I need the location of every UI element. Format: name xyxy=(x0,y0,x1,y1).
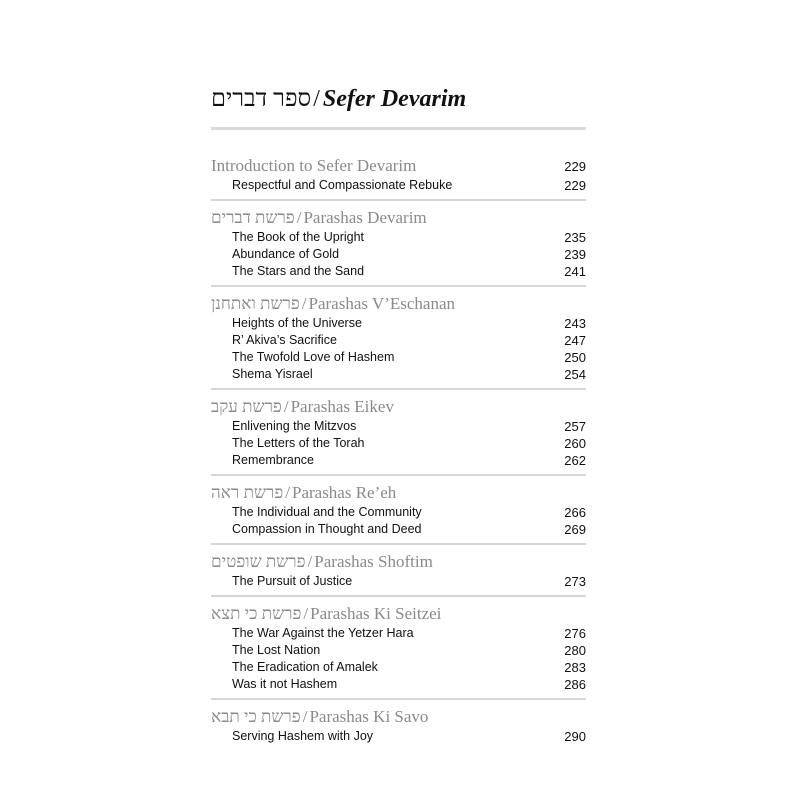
entry-page-number: 229 xyxy=(564,178,586,193)
entry-page-number: 260 xyxy=(564,436,586,451)
section-heading[interactable] xyxy=(211,207,586,229)
section-heading-title xyxy=(211,551,433,573)
page-title-english: Sefer Devarim xyxy=(322,86,467,112)
section-heading-separator: / xyxy=(296,208,302,227)
toc-entry[interactable] xyxy=(211,521,586,538)
toc-section xyxy=(211,155,586,201)
toc-entry[interactable] xyxy=(211,418,586,435)
section-heading-english: Parashas Shoftim xyxy=(314,552,433,571)
section-heading-separator: / xyxy=(285,483,290,502)
section-heading[interactable] xyxy=(211,155,586,177)
entry-page-number: 254 xyxy=(564,367,586,382)
toc-entry[interactable] xyxy=(211,435,586,452)
entry-title: Remembrance xyxy=(232,453,314,467)
toc-entry[interactable] xyxy=(211,676,586,693)
section-heading-hebrew: פרשת ראה xyxy=(211,483,284,502)
entry-title: The Eradication of Amalek xyxy=(232,660,378,674)
section-heading-english: Parashas Ki Savo xyxy=(309,707,429,726)
section-heading-english: Parashas Eikev xyxy=(290,397,394,416)
section-heading-english: Introduction to Sefer Devarim xyxy=(211,156,417,175)
entry-title: Respectful and Compassionate Rebuke xyxy=(232,178,453,192)
section-heading-hebrew: פרשת דברים xyxy=(211,208,295,227)
entry-page-number: 257 xyxy=(564,419,586,434)
entry-page-number: 247 xyxy=(564,333,586,348)
entry-title: Abundance of Gold xyxy=(232,247,340,261)
toc-section xyxy=(211,207,586,287)
toc-entry[interactable] xyxy=(211,728,586,745)
entry-title: Serving Hashem with Joy xyxy=(232,729,374,743)
section-heading[interactable] xyxy=(211,551,586,573)
section-heading-title xyxy=(211,207,427,229)
toc-entry[interactable] xyxy=(211,452,586,469)
entry-page-number: 269 xyxy=(564,522,586,537)
section-heading-separator: / xyxy=(302,707,308,726)
section-heading-title xyxy=(211,603,441,625)
toc-section xyxy=(211,293,586,390)
entry-title: Heights of the Universe xyxy=(232,316,362,330)
entry-page-number: 262 xyxy=(564,453,586,468)
toc-entry[interactable] xyxy=(211,315,586,332)
entry-title: The Twofold Love of Hashem xyxy=(232,350,395,364)
toc-section xyxy=(211,706,586,750)
section-heading-hebrew: פרשת שופטים xyxy=(211,552,306,571)
entry-page-number: 273 xyxy=(564,574,586,589)
entry-title: The Letters of the Torah xyxy=(232,436,365,450)
section-heading[interactable] xyxy=(211,603,586,625)
entry-page-number: 283 xyxy=(564,660,586,675)
section-heading-english: Parashas V’Eschanan xyxy=(308,294,456,313)
title-divider xyxy=(211,127,586,130)
page-title xyxy=(211,86,591,113)
section-heading-title xyxy=(211,706,428,728)
entry-title: The Pursuit of Justice xyxy=(232,574,353,588)
toc-entry[interactable] xyxy=(211,625,586,642)
section-heading[interactable] xyxy=(211,293,586,315)
page-title-hebrew: ספר דברים xyxy=(211,86,312,112)
entry-title: Compassion in Thought and Deed xyxy=(232,522,422,536)
section-heading[interactable] xyxy=(211,482,586,504)
toc-entry[interactable] xyxy=(211,246,586,263)
toc-entry[interactable] xyxy=(211,229,586,246)
toc-entry[interactable] xyxy=(211,659,586,676)
section-heading-title xyxy=(211,482,396,504)
toc-entry[interactable] xyxy=(211,504,586,521)
toc-section xyxy=(211,551,586,597)
entry-page-number: 280 xyxy=(564,643,586,658)
entry-page-number: 243 xyxy=(564,316,586,331)
section-page-number: 229 xyxy=(564,159,586,174)
toc-entry[interactable] xyxy=(211,332,586,349)
section-heading[interactable] xyxy=(211,396,586,418)
section-heading-english: Parashas Re’eh xyxy=(291,483,397,502)
entry-title: The Individual and the Community xyxy=(232,505,422,519)
entry-title: The War Against the Yetzer Hara xyxy=(232,626,414,640)
table-of-contents xyxy=(211,155,586,756)
section-heading-title xyxy=(211,396,394,418)
entry-page-number: 290 xyxy=(564,729,586,744)
section-heading-separator: / xyxy=(307,552,313,571)
toc-section xyxy=(211,396,586,476)
toc-entry[interactable] xyxy=(211,642,586,659)
toc-entry[interactable] xyxy=(211,573,586,590)
entry-title: Shema Yisrael xyxy=(232,367,313,381)
entry-page-number: 235 xyxy=(564,230,586,245)
section-heading-hebrew: פרשת ואתחנן xyxy=(211,294,300,313)
section-heading-hebrew: פרשת כי תצא xyxy=(211,604,302,623)
entry-page-number: 266 xyxy=(564,505,586,520)
toc-entry[interactable] xyxy=(211,263,586,280)
section-heading-title xyxy=(211,155,416,177)
toc-entry[interactable] xyxy=(211,366,586,383)
entry-title: The Stars and the Sand xyxy=(232,264,365,278)
section-heading-hebrew: פרשת עקב xyxy=(211,397,282,416)
entry-title: R’ Akiva’s Sacrifice xyxy=(232,333,337,347)
section-heading[interactable] xyxy=(211,706,586,728)
entry-page-number: 276 xyxy=(564,626,586,641)
entry-page-number: 250 xyxy=(564,350,586,365)
page-title-separator: / xyxy=(313,86,320,112)
section-heading-english: Parashas Ki Seitzei xyxy=(310,604,442,623)
entry-title: The Lost Nation xyxy=(232,643,321,657)
entry-title: Enlivening the Mitzvos xyxy=(232,419,357,433)
section-heading-separator: / xyxy=(283,397,289,416)
entry-title: The Book of the Upright xyxy=(232,230,365,244)
entry-page-number: 286 xyxy=(564,677,586,692)
section-heading-separator: / xyxy=(301,294,307,313)
section-heading-title xyxy=(211,293,455,315)
section-heading-hebrew: פרשת כי תבא xyxy=(211,707,301,726)
entry-page-number: 239 xyxy=(564,247,586,262)
entry-page-number: 241 xyxy=(564,264,586,279)
section-heading-separator: / xyxy=(303,604,309,623)
toc-entry[interactable] xyxy=(211,349,586,366)
entry-title: Was it not Hashem xyxy=(232,677,338,691)
toc-section xyxy=(211,482,586,545)
section-heading-english: Parashas Devarim xyxy=(303,208,427,227)
toc-entry[interactable] xyxy=(211,177,586,194)
toc-section xyxy=(211,603,586,700)
